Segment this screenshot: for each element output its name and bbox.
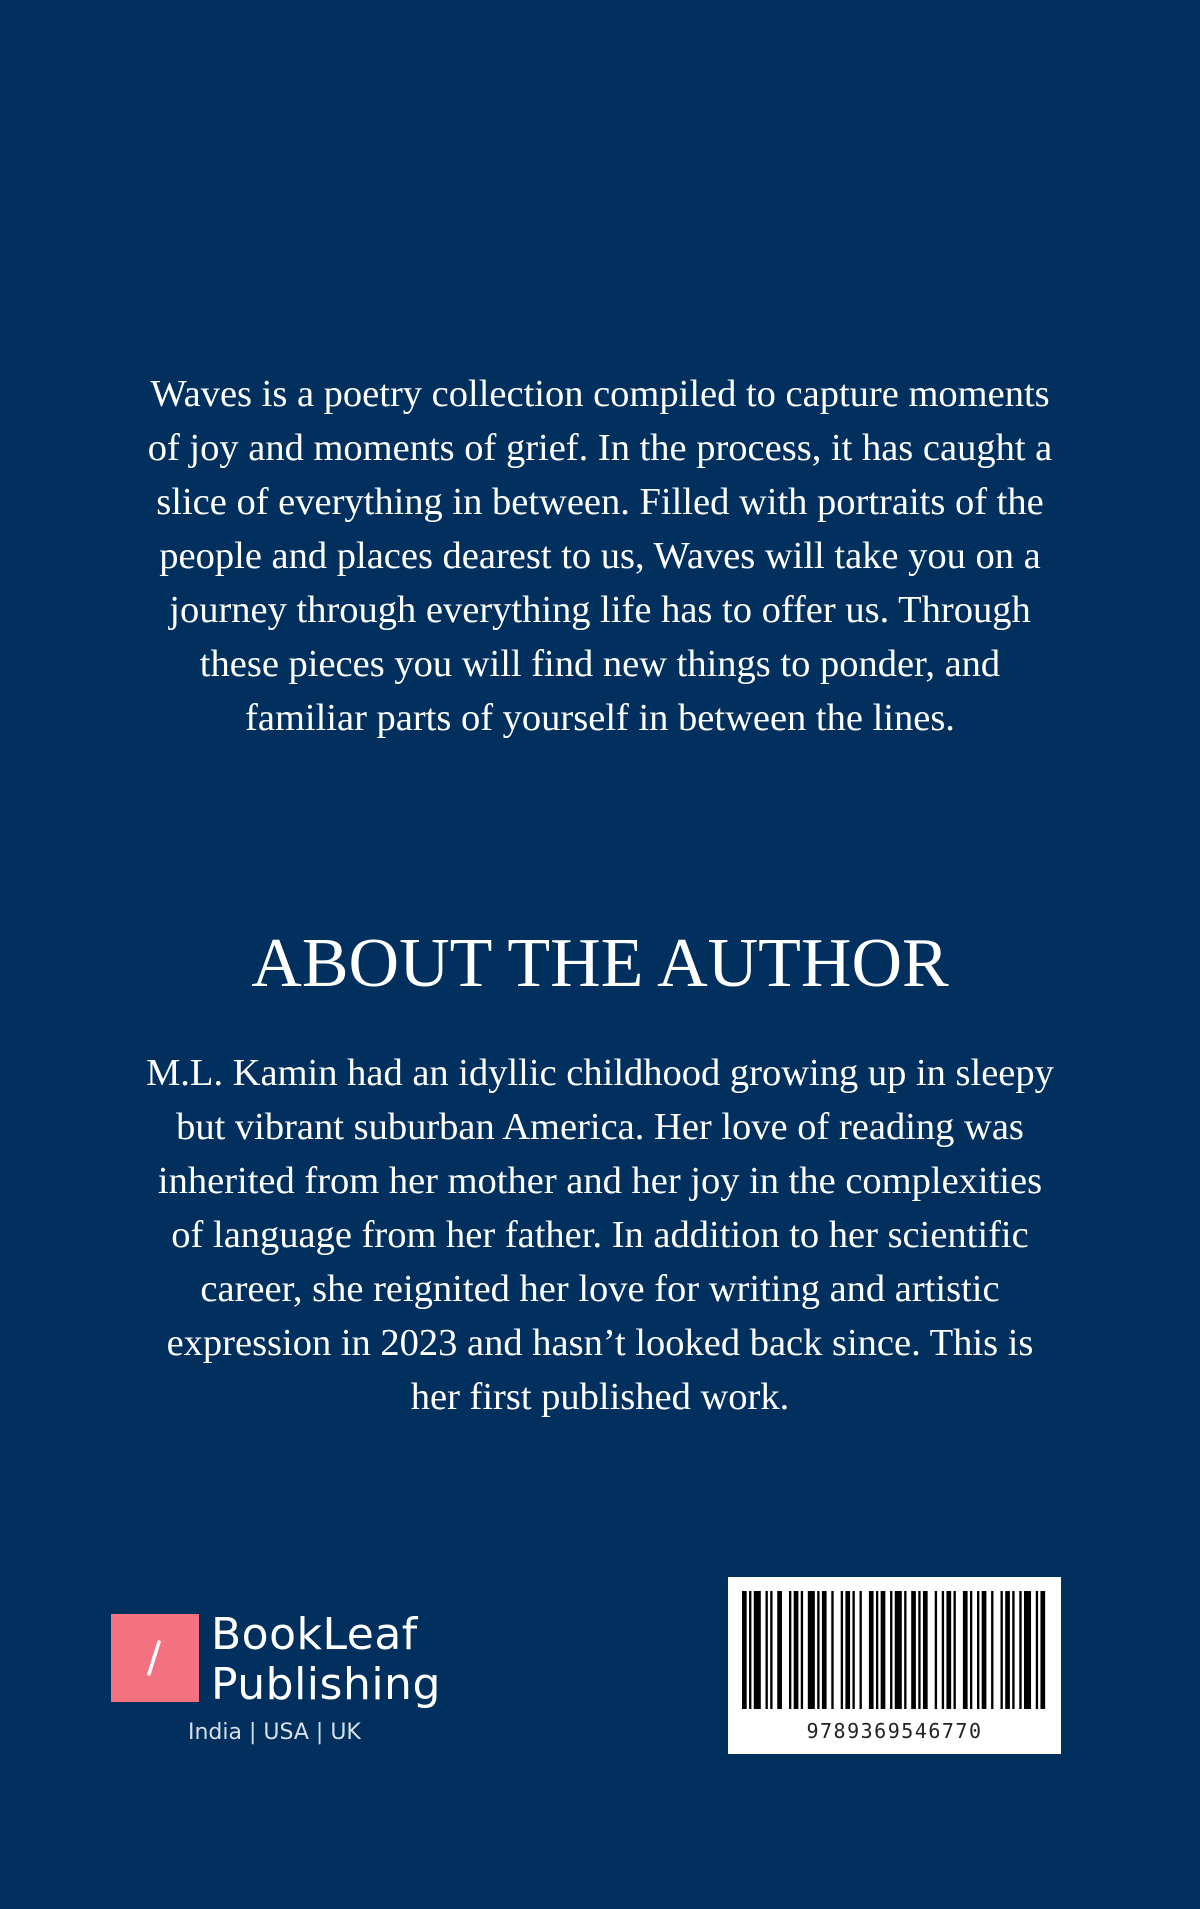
- barcode-bar: [1001, 1591, 1003, 1709]
- description-line: Waves is a poetry collection compiled to capture moments: [150, 373, 1050, 415]
- publisher-name: [211, 1610, 441, 1710]
- barcode-bar: [1005, 1591, 1010, 1709]
- barcode-bar: [860, 1591, 862, 1709]
- barcode-bar: [822, 1591, 827, 1709]
- barcode-bar: [831, 1591, 833, 1709]
- barcode-bar: [1019, 1591, 1021, 1709]
- slash-icon: [111, 1614, 199, 1702]
- barcode-bar: [754, 1591, 761, 1709]
- about-author-heading: ABOUT THE AUTHOR: [251, 925, 949, 1002]
- description-line: journey through everything life has to offer us. Through: [169, 589, 1031, 631]
- bio-line: of language from her father. In addition to her scientific: [171, 1214, 1029, 1256]
- barcode-bar: [876, 1591, 878, 1709]
- barcode-bar: [1024, 1591, 1031, 1709]
- barcode-bar: [923, 1591, 928, 1709]
- bio-line: career, she reignited her love for writing and artistic: [200, 1268, 1000, 1310]
- isbn-barcode: [728, 1577, 1061, 1754]
- bio-line: M.L. Kamin had an idyllic childhood growing up in sleepy: [146, 1052, 1054, 1094]
- barcode-bar: [911, 1591, 916, 1709]
- publisher-name-line2: Publishing: [211, 1659, 441, 1710]
- barcode-bar: [977, 1591, 979, 1709]
- description-line: these pieces you will find new things to ponder, and: [199, 643, 1001, 685]
- barcode-bar: [841, 1591, 843, 1709]
- barcode-bar: [942, 1591, 944, 1709]
- barcode-bar: [808, 1591, 815, 1709]
- publisher-logo: [111, 1609, 441, 1754]
- description-line: familiar parts of yourself in between the lines.: [245, 697, 955, 739]
- barcode-bar: [918, 1591, 920, 1709]
- bio-line: inherited from her mother and her joy in the complexities: [157, 1160, 1043, 1202]
- publisher-regions: India | USA | UK: [188, 1720, 361, 1745]
- bio-line: her first published work.: [410, 1376, 790, 1418]
- author-bio: [100, 1046, 1100, 1424]
- publisher-name-line1: BookLeaf: [211, 1609, 418, 1660]
- barcode-bar: [881, 1591, 886, 1709]
- barcode-bar: [789, 1591, 791, 1709]
- description-line: slice of everything in between. Filled with portraits of the: [156, 481, 1044, 523]
- barcode-bar: [817, 1591, 819, 1709]
- barcode-bar: [777, 1591, 782, 1709]
- barcode-bar: [794, 1591, 799, 1709]
- barcode-bar: [742, 1591, 747, 1709]
- barcode-bar: [766, 1591, 768, 1709]
- barcode-bar: [904, 1591, 906, 1709]
- barcode-bar: [852, 1591, 854, 1709]
- barcode-bar: [954, 1591, 956, 1709]
- barcode-bar: [801, 1591, 803, 1709]
- barcode-bar: [970, 1591, 972, 1709]
- barcode-bar: [935, 1591, 937, 1709]
- barcode-bar: [890, 1591, 892, 1709]
- isbn-number: 9789369546770: [806, 1719, 983, 1743]
- barcode-bar: [1040, 1591, 1045, 1709]
- barcode-bar: [963, 1591, 968, 1709]
- barcode-bar: [749, 1591, 751, 1709]
- description-line: of joy and moments of grief. In the process, it has caught a: [147, 427, 1053, 469]
- bio-line: expression in 2023 and hasn’t looked back since. This is: [166, 1322, 1034, 1364]
- bio-line: but vibrant suburban America. Her love of reading was: [176, 1106, 1024, 1148]
- barcode-bar: [991, 1591, 993, 1709]
- book-description: [100, 367, 1100, 745]
- barcode-bar: [770, 1591, 772, 1709]
- description-line: people and places dearest to us, Waves will take you on a: [159, 535, 1041, 577]
- barcode-bar: [1036, 1591, 1038, 1709]
- barcode-bar: [982, 1591, 987, 1709]
- barcode-bar: [946, 1591, 951, 1709]
- barcode-bar: [869, 1591, 874, 1709]
- barcode-bar: [845, 1591, 850, 1709]
- barcode-bar: [1012, 1591, 1014, 1709]
- barcode-bar: [895, 1591, 902, 1709]
